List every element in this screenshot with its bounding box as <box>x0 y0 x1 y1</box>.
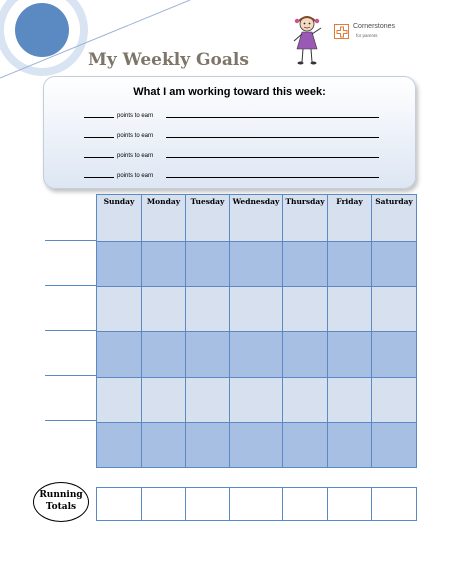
day-header-saturday: Saturday <box>372 195 417 242</box>
day-header-tuesday: Tuesday <box>186 195 230 242</box>
goal-cell[interactable] <box>186 332 230 377</box>
row-label-line <box>45 285 96 286</box>
goal-cell[interactable] <box>142 332 186 377</box>
running-totals-label <box>33 482 89 522</box>
goal-cell[interactable] <box>97 287 142 332</box>
goal-heading: What I am working toward this week: <box>133 86 326 98</box>
girl-illustration <box>291 15 327 67</box>
points-label: points to earn <box>117 173 154 179</box>
page-title: My Weekly Goals <box>88 50 249 70</box>
goal-cell[interactable] <box>230 422 283 467</box>
goal-cell[interactable] <box>230 287 283 332</box>
goal-line <box>84 128 384 138</box>
goal-blank[interactable] <box>166 117 379 118</box>
goal-cell[interactable] <box>186 377 230 422</box>
goal-row <box>97 287 417 332</box>
row-label-line <box>45 375 96 376</box>
total-cell[interactable] <box>230 488 283 521</box>
goal-cell[interactable] <box>283 377 328 422</box>
points-blank[interactable] <box>84 137 114 138</box>
goal-cell[interactable] <box>142 242 186 287</box>
day-header-friday: Friday <box>328 195 372 242</box>
goal-cell[interactable] <box>186 422 230 467</box>
goal-cell[interactable] <box>97 332 142 377</box>
goal-cell[interactable] <box>97 377 142 422</box>
logo-name: Cornerstones <box>353 23 396 30</box>
day-header-thursday: Thursday <box>283 195 328 242</box>
goal-cell[interactable] <box>230 242 283 287</box>
points-label: points to earn <box>117 133 154 139</box>
goal-cell[interactable] <box>372 242 417 287</box>
total-cell[interactable] <box>328 488 372 521</box>
total-cell[interactable] <box>186 488 230 521</box>
goal-cell[interactable] <box>372 377 417 422</box>
goal-cell[interactable] <box>186 287 230 332</box>
points-blank[interactable] <box>84 117 114 118</box>
goal-cell[interactable] <box>283 332 328 377</box>
goal-cell[interactable] <box>283 422 328 467</box>
goal-cell[interactable] <box>230 377 283 422</box>
goal-cell[interactable] <box>97 422 142 467</box>
goal-cell[interactable] <box>230 332 283 377</box>
goal-line <box>84 148 384 158</box>
goal-line <box>84 168 384 178</box>
goal-cell[interactable] <box>328 242 372 287</box>
points-blank[interactable] <box>84 157 114 158</box>
goal-cell[interactable] <box>283 287 328 332</box>
goal-blank[interactable] <box>166 157 379 158</box>
weekly-grid <box>96 194 417 468</box>
totals-grid <box>96 487 417 521</box>
day-header-sunday: Sunday <box>97 195 142 242</box>
goal-blank[interactable] <box>166 177 379 178</box>
goal-row <box>97 422 417 467</box>
day-header-wednesday: Wednesday <box>230 195 283 242</box>
points-label: points to earn <box>117 113 154 119</box>
totals-row <box>97 488 417 521</box>
row-label-line <box>45 240 96 241</box>
total-cell[interactable] <box>142 488 186 521</box>
goal-row <box>97 332 417 377</box>
day-header-row <box>97 195 417 242</box>
row-label-line <box>45 420 96 421</box>
total-cell[interactable] <box>97 488 142 521</box>
goal-cell[interactable] <box>97 242 142 287</box>
goal-cell[interactable] <box>328 422 372 467</box>
goal-cell[interactable] <box>328 377 372 422</box>
total-cell[interactable] <box>372 488 417 521</box>
goal-blank[interactable] <box>166 137 379 138</box>
logo-mark <box>334 24 349 39</box>
logo-tagline: for parents <box>356 33 378 38</box>
goal-cell[interactable] <box>186 242 230 287</box>
goal-cell[interactable] <box>142 422 186 467</box>
points-label: points to earn <box>117 153 154 159</box>
total-cell[interactable] <box>283 488 328 521</box>
goal-cell[interactable] <box>142 287 186 332</box>
goal-cell[interactable] <box>283 242 328 287</box>
goal-cell[interactable] <box>328 332 372 377</box>
goal-cell[interactable] <box>372 422 417 467</box>
goal-row <box>97 242 417 287</box>
goal-cell[interactable] <box>372 287 417 332</box>
goal-cell[interactable] <box>328 287 372 332</box>
running-totals-line1: Running <box>39 490 83 500</box>
row-label-line <box>45 330 96 331</box>
goal-box <box>43 76 416 189</box>
goal-cell[interactable] <box>372 332 417 377</box>
day-header-monday: Monday <box>142 195 186 242</box>
running-totals-line2: Totals <box>45 502 77 512</box>
goal-line <box>84 108 384 118</box>
goal-cell[interactable] <box>142 377 186 422</box>
goal-row <box>97 377 417 422</box>
points-blank[interactable] <box>84 177 114 178</box>
